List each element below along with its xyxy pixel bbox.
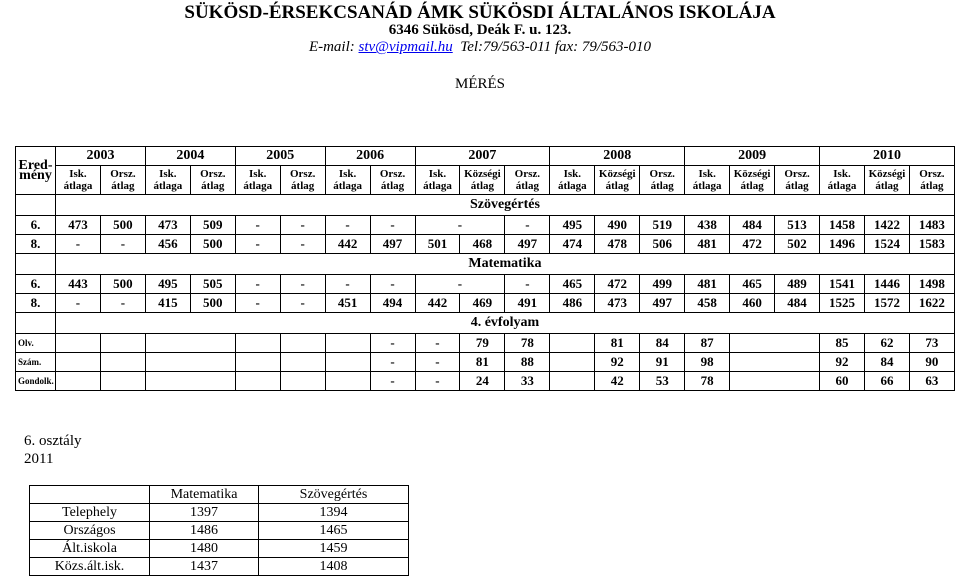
value-cell: 513 xyxy=(775,216,820,235)
value-cell: 495 xyxy=(145,275,190,294)
value-cell: 1498 xyxy=(909,275,954,294)
sub-header: Községi átlag xyxy=(864,166,909,195)
summary-header: Szövegértés xyxy=(259,486,409,504)
summary-row-label: Országos xyxy=(30,522,150,540)
value-cell: 78 xyxy=(505,334,550,353)
value-cell: 84 xyxy=(640,334,685,353)
value-cell: - xyxy=(235,275,280,294)
value-cell xyxy=(280,334,325,353)
value-cell: 415 xyxy=(145,294,190,313)
sub-header: Orsz. átlag xyxy=(505,166,550,195)
year-header: 2006 xyxy=(325,147,415,166)
school-address: 6346 Sükösd, Deák F. u. 123. xyxy=(388,22,572,38)
year-header-row xyxy=(16,147,955,166)
section-spacer xyxy=(16,313,56,334)
value-cell: 468 xyxy=(460,235,505,254)
value-cell: - xyxy=(325,275,370,294)
row-label: Szám. xyxy=(16,353,56,372)
row-label-header: Ered-mény xyxy=(16,147,56,195)
year-header: 2007 xyxy=(415,147,550,166)
sub-header: Isk. átlaga xyxy=(235,166,280,195)
summary-row xyxy=(30,540,409,558)
value-cell xyxy=(56,334,101,353)
year-header: 2010 xyxy=(820,147,955,166)
value-cell: - xyxy=(56,235,101,254)
value-cell: 442 xyxy=(325,235,370,254)
value-cell: 42 xyxy=(595,372,640,391)
value-cell: - xyxy=(100,235,145,254)
value-cell: 500 xyxy=(100,216,145,235)
year-header: 2005 xyxy=(235,147,325,166)
value-cell: 92 xyxy=(820,353,865,372)
value-cell xyxy=(100,353,145,372)
value-cell: 1446 xyxy=(864,275,909,294)
data-row xyxy=(16,353,955,372)
summary-value: 1486 xyxy=(150,522,259,540)
summary-header xyxy=(30,486,150,504)
row-label: Gondolk. xyxy=(16,372,56,391)
value-cell: 491 xyxy=(505,294,550,313)
summary-table xyxy=(29,485,409,576)
value-cell: 481 xyxy=(685,235,730,254)
value-cell xyxy=(550,353,595,372)
summary-value: 1408 xyxy=(259,558,409,576)
sub-header: Isk. átlaga xyxy=(685,166,730,195)
sub-header: Orsz. átlag xyxy=(640,166,685,195)
email-prefix: E-mail: xyxy=(308,39,359,55)
results-table xyxy=(15,146,955,391)
summary-value: 1465 xyxy=(259,522,409,540)
value-cell: 1422 xyxy=(864,216,909,235)
summary-value: 1397 xyxy=(150,504,259,522)
value-cell: 501 xyxy=(415,235,460,254)
sub-header: Isk. átlaga xyxy=(325,166,370,195)
value-cell: 81 xyxy=(595,334,640,353)
value-cell xyxy=(235,334,280,353)
value-cell: 91 xyxy=(640,353,685,372)
value-cell xyxy=(145,353,235,372)
value-cell: 490 xyxy=(595,216,640,235)
summary-header-row xyxy=(30,486,409,504)
data-row xyxy=(16,275,955,294)
value-cell xyxy=(235,353,280,372)
row-label: 8. xyxy=(16,235,56,254)
value-cell: 442 xyxy=(415,294,460,313)
contact-line xyxy=(0,39,960,56)
value-cell: 484 xyxy=(730,216,775,235)
summary-value: 1394 xyxy=(259,504,409,522)
value-cell: - xyxy=(56,294,101,313)
section-spacer xyxy=(16,254,56,275)
value-cell: 519 xyxy=(640,216,685,235)
value-cell: - xyxy=(415,334,460,353)
class-label: 6. osztály xyxy=(24,433,82,449)
row-label: 6. xyxy=(16,216,56,235)
sub-header: Isk. átlaga xyxy=(820,166,865,195)
value-cell: 66 xyxy=(864,372,909,391)
value-cell: 486 xyxy=(550,294,595,313)
school-title: SÜKÖSD-ÉRSEKCSANÁD ÁMK SÜKÖSDI ÁLTALÁNOS ISKOLÁJA xyxy=(184,2,776,23)
value-cell: - xyxy=(280,275,325,294)
value-cell: 473 xyxy=(56,216,101,235)
section-title: Matematika xyxy=(56,254,955,275)
section-title-row xyxy=(16,313,955,334)
value-cell: 88 xyxy=(505,353,550,372)
value-cell xyxy=(280,372,325,391)
value-cell xyxy=(325,372,370,391)
value-cell: 84 xyxy=(864,353,909,372)
value-cell: 451 xyxy=(325,294,370,313)
year-header: 2008 xyxy=(550,147,685,166)
summary-row xyxy=(30,522,409,540)
row-label: 6. xyxy=(16,275,56,294)
value-cell xyxy=(325,334,370,353)
value-cell: 98 xyxy=(685,353,730,372)
value-cell: 1496 xyxy=(820,235,865,254)
value-cell: 497 xyxy=(505,235,550,254)
value-cell: - xyxy=(415,372,460,391)
value-cell: 85 xyxy=(820,334,865,353)
value-cell: 1483 xyxy=(909,216,954,235)
value-cell: 1458 xyxy=(820,216,865,235)
section-title: 4. évfolyam xyxy=(56,313,955,334)
value-cell: 92 xyxy=(595,353,640,372)
value-cell: - xyxy=(325,216,370,235)
value-cell: 509 xyxy=(190,216,235,235)
value-cell: - xyxy=(235,235,280,254)
value-cell xyxy=(145,372,235,391)
value-cell: 484 xyxy=(775,294,820,313)
value-cell: - xyxy=(370,334,415,353)
value-cell xyxy=(100,372,145,391)
value-cell: 500 xyxy=(190,235,235,254)
value-cell xyxy=(325,353,370,372)
sub-header: Isk. átlaga xyxy=(415,166,460,195)
value-cell: 1622 xyxy=(909,294,954,313)
value-cell: 465 xyxy=(730,275,775,294)
value-cell xyxy=(235,372,280,391)
year-header: 2009 xyxy=(685,147,820,166)
value-cell: - xyxy=(280,216,325,235)
summary-row xyxy=(30,558,409,576)
value-cell xyxy=(550,334,595,353)
value-cell: - xyxy=(370,353,415,372)
year-header: 2003 xyxy=(56,147,146,166)
value-cell: 33 xyxy=(505,372,550,391)
value-cell: - xyxy=(415,275,505,294)
value-cell: 465 xyxy=(550,275,595,294)
value-cell: 1572 xyxy=(864,294,909,313)
value-cell: 53 xyxy=(640,372,685,391)
value-cell: 90 xyxy=(909,353,954,372)
value-cell: 456 xyxy=(145,235,190,254)
value-cell: 1541 xyxy=(820,275,865,294)
sub-header-row xyxy=(16,166,955,195)
value-cell: 438 xyxy=(685,216,730,235)
value-cell xyxy=(100,334,145,353)
value-cell: 505 xyxy=(190,275,235,294)
summary-value: 1480 xyxy=(150,540,259,558)
value-cell: - xyxy=(505,216,550,235)
value-cell: 1525 xyxy=(820,294,865,313)
value-cell: 489 xyxy=(775,275,820,294)
value-cell: - xyxy=(415,353,460,372)
value-cell: 499 xyxy=(640,275,685,294)
value-cell xyxy=(730,334,820,353)
class-year: 2011 xyxy=(24,451,54,467)
summary-value: 1437 xyxy=(150,558,259,576)
section-title-row xyxy=(16,254,955,275)
class-info xyxy=(24,432,82,468)
sub-header: Orsz. átlag xyxy=(100,166,145,195)
sub-header: Községi átlag xyxy=(460,166,505,195)
value-cell: 473 xyxy=(145,216,190,235)
value-cell: 60 xyxy=(820,372,865,391)
section-title-row xyxy=(16,195,955,216)
year-header: 2004 xyxy=(145,147,235,166)
value-cell: 79 xyxy=(460,334,505,353)
data-row xyxy=(16,334,955,353)
value-cell: 500 xyxy=(100,275,145,294)
value-cell: 1524 xyxy=(864,235,909,254)
value-cell: - xyxy=(370,275,415,294)
value-cell xyxy=(550,372,595,391)
summary-row-label: Ált.iskola xyxy=(30,540,150,558)
value-cell xyxy=(145,334,235,353)
value-cell: 502 xyxy=(775,235,820,254)
sub-header: Isk. átlaga xyxy=(550,166,595,195)
value-cell xyxy=(56,353,101,372)
summary-value: 1459 xyxy=(259,540,409,558)
email-link[interactable]: stv@vipmail.hu xyxy=(358,39,453,55)
value-cell: - xyxy=(370,372,415,391)
value-cell: 472 xyxy=(595,275,640,294)
sub-header: Községi átlag xyxy=(730,166,775,195)
value-cell: 1583 xyxy=(909,235,954,254)
sub-header: Isk. átlaga xyxy=(145,166,190,195)
section-title: MÉRÉS xyxy=(454,76,505,92)
value-cell: 472 xyxy=(730,235,775,254)
value-cell: 460 xyxy=(730,294,775,313)
value-cell: 63 xyxy=(909,372,954,391)
data-row xyxy=(16,294,955,313)
sub-header: Orsz. átlag xyxy=(370,166,415,195)
value-cell: - xyxy=(415,216,505,235)
sub-header: Isk. átlaga xyxy=(56,166,101,195)
value-cell: 494 xyxy=(370,294,415,313)
value-cell: 500 xyxy=(190,294,235,313)
data-row xyxy=(16,372,955,391)
data-row xyxy=(16,235,955,254)
sub-header: Községi átlag xyxy=(595,166,640,195)
value-cell: - xyxy=(280,235,325,254)
value-cell xyxy=(280,353,325,372)
value-cell: 495 xyxy=(550,216,595,235)
sub-header: Orsz. átlag xyxy=(190,166,235,195)
summary-row-label: Telephely xyxy=(30,504,150,522)
value-cell: 478 xyxy=(595,235,640,254)
value-cell: 78 xyxy=(685,372,730,391)
row-label: 8. xyxy=(16,294,56,313)
value-cell: 81 xyxy=(460,353,505,372)
value-cell xyxy=(730,372,820,391)
value-cell: 469 xyxy=(460,294,505,313)
sub-header: Orsz. átlag xyxy=(909,166,954,195)
value-cell: - xyxy=(280,294,325,313)
value-cell: 458 xyxy=(685,294,730,313)
value-cell: 443 xyxy=(56,275,101,294)
value-cell: 87 xyxy=(685,334,730,353)
section-spacer xyxy=(16,195,56,216)
value-cell: - xyxy=(235,294,280,313)
value-cell: - xyxy=(370,216,415,235)
value-cell xyxy=(56,372,101,391)
value-cell: 62 xyxy=(864,334,909,353)
value-cell xyxy=(730,353,820,372)
value-cell: - xyxy=(100,294,145,313)
data-row xyxy=(16,216,955,235)
value-cell: 474 xyxy=(550,235,595,254)
sub-header: Orsz. átlag xyxy=(775,166,820,195)
value-cell: 24 xyxy=(460,372,505,391)
value-cell: - xyxy=(505,275,550,294)
value-cell: - xyxy=(235,216,280,235)
value-cell: 73 xyxy=(909,334,954,353)
value-cell: 497 xyxy=(370,235,415,254)
summary-row xyxy=(30,504,409,522)
section-title: Szövegértés xyxy=(56,195,955,216)
row-label: Olv. xyxy=(16,334,56,353)
sub-header: Orsz. átlag xyxy=(280,166,325,195)
value-cell: 473 xyxy=(595,294,640,313)
summary-row-label: Közs.ált.isk. xyxy=(30,558,150,576)
value-cell: 497 xyxy=(640,294,685,313)
phone-fax: Tel:79/563-011 fax: 79/563-010 xyxy=(460,39,652,55)
value-cell: 481 xyxy=(685,275,730,294)
summary-header: Matematika xyxy=(150,486,259,504)
value-cell: 506 xyxy=(640,235,685,254)
